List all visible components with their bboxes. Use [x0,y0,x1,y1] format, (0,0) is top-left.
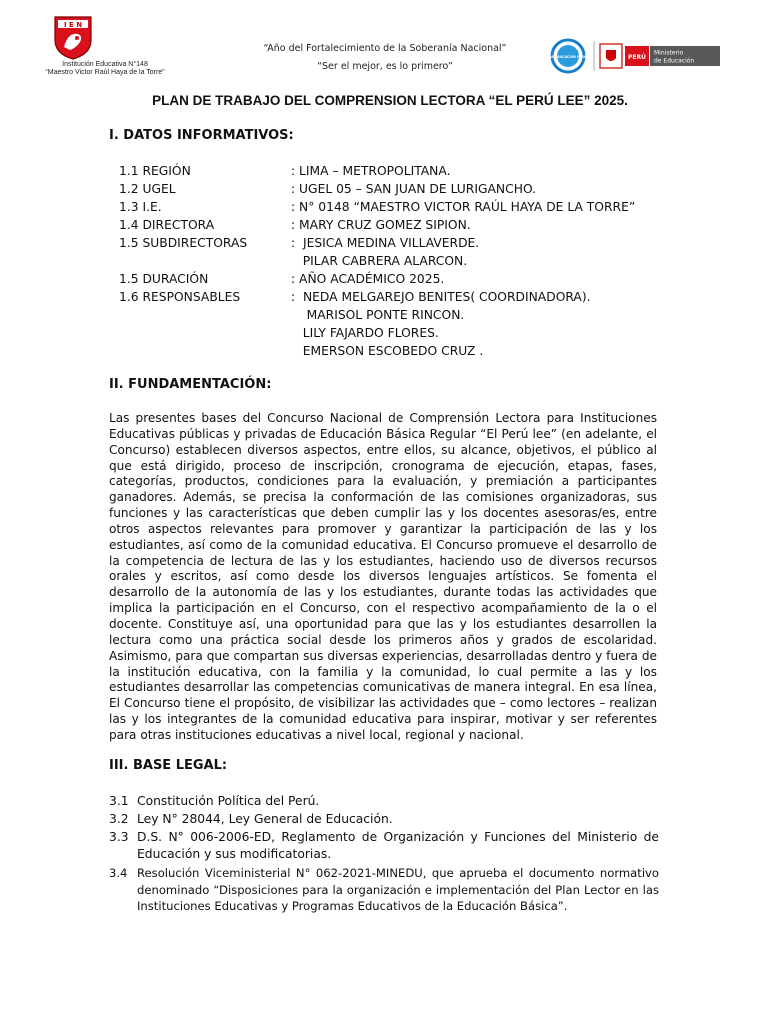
info-row-value: : LIMA – METROPOLITANA. [291,164,451,178]
info-row-value: EMERSON ESCOBEDO CRUZ . [291,344,484,358]
legal-item [109,811,659,828]
info-row-label: 1.4 DIRECTORA [119,218,215,232]
info-row-label: 1.6 RESPONSABLES [119,290,241,304]
legal-item-text: Ley N° 28044, Ley General de Educación. [137,812,393,826]
peru-label: PERÚ [628,54,646,61]
logo-letters: I E N [63,21,83,29]
info-row-label: 1.2 UGEL [119,182,176,196]
section-3-heading: III. BASE LEGAL: [109,758,228,773]
campaign-logo-text: CAMPAÑA EDUCACIÓN PARA TODOS [535,55,601,59]
legal-item [109,829,659,863]
info-row-value: : NEDA MELGAREJO BENITES( COORDINADORA). [291,290,591,304]
section-2-heading: II. FUNDAMENTACIÓN: [109,377,272,392]
legal-item-text: Resolución Viceministerial N° 062-2021-MINEDU, que aprueba el documento normativo denominado “Disposiciones para la organización e implementación del Plan Lector en las Instituciones Educativas y Programas Educativos de la Educación Básica”. [137,866,659,913]
info-row-label: 1.5 SUBDIRECTORAS [119,236,248,250]
ministry-label-line1: Ministerio [654,49,684,57]
legal-item-number: 3.1 [109,794,129,808]
legal-item-text: D.S. N° 006-2006-ED, Reglamento de Organización y Funciones del Ministerio de Educación y sus modificatorias. [137,830,659,861]
school-name-line1: Institución Educativa N°148 [62,61,148,68]
info-row-label: 1.5 DURACIÓN [119,272,209,286]
ministry-label-line2: de Educación [654,57,695,65]
fundamentacion-paragraph: Las presentes bases del Concurso Nacional de Comprensión Lectora para Instituciones Educativas públicas y privadas de Educación Básica Regular “El Perú lee” (en adelante, el Concurso) establecen diversos aspectos, entre ellos, su alcance, objetivos, el público al que está dirigido, proceso de inscripción, cronograma de ejecución, etapas, fases, categorías, productos, condiciones para la evaluación, y premiación a participantes ganadores. Además, se precisa la conformación de las comisiones organizadoras, sus funciones y las características que deben cumplir las y los docentes asesoras/es, entre otros aspectos relevantes para promover y garantizar la participación de las y los estudiantes, así como de la comunidad educativa. El Concurso promueve el desarrollo de la competencia de lectura de las y los estudiantes, haciendo uso de diversos recursos orales y escritos, así como desde los diversos lenguajes artísticos. Se fomenta el desarrollo de la autonomía de las y los estudiantes, durante todas las actividades que implica la participación en el Concurso, con el respectivo acompañamiento de la o el docente. Constituye así, una oportunidad para que las y los estudiantes desarrollen la lectura como una práctica social desde los primeros años y grados de escolaridad. Asimismo, para que compartan sus diversas experiencias, desarrolladas dentro y fuera de la institución educativa, con la familia y la comunidad, lo cual permite a las y los estudiantes desarrollar las competencias comunicativas de manera integral. En esa línea, El Concurso tiene el propósito, de visibilizar las actividades que – como lectores – realizan las y los integrantes de la comunidad educativa para inspirar, motivar y ser referentes para otras instituciones educativas a nivel local, regional y nacional. [109,411,657,742]
legal-item-number: 3.4 [109,866,128,880]
info-row-value: : N° 0148 “MAESTRO VICTOR RAÚL HAYA DE LA TORRE” [291,200,636,214]
legal-item-text: Constitución Política del Perú. [137,794,320,808]
info-row-value: MARISOL PONTE RINCON. [291,308,465,322]
legal-item [109,793,659,810]
school-shield-logo [50,14,96,60]
year-motto: “Año del Fortalecimiento de la Soberanía Nacional” [263,43,507,54]
info-row-value: LILY FAJARDO FLORES. [291,326,439,340]
info-row-value: : MARY CRUZ GOMEZ SIPION. [291,218,471,232]
school-motto: “Ser el mejor, es lo primero” [317,61,453,72]
section-1-heading: I. DATOS INFORMATIVOS: [109,128,294,143]
legal-item-number: 3.2 [109,812,129,826]
document-title: PLAN DE TRABAJO DEL COMPRENSION LECTORA “EL PERÚ LEE” 2025. [152,93,628,108]
info-row-label: 1.3 I.E. [119,200,162,214]
legal-item [109,865,659,915]
ministry-logos [535,38,723,74]
info-row-value: PILAR CABRERA ALARCON. [291,254,468,268]
info-row-value: : AÑO ACADÉMICO 2025. [291,272,445,286]
school-name [30,61,180,77]
info-row-label: 1.1 REGIÓN [119,164,191,178]
legal-item-number: 3.3 [109,830,129,844]
info-row-value: : JESICA MEDINA VILLAVERDE. [291,236,480,250]
school-name-line2: “Maestro Victor Raúl Haya de la Torre” [45,69,165,76]
info-row-value: : UGEL 05 – SAN JUAN DE LURIGANCHO. [291,182,537,196]
